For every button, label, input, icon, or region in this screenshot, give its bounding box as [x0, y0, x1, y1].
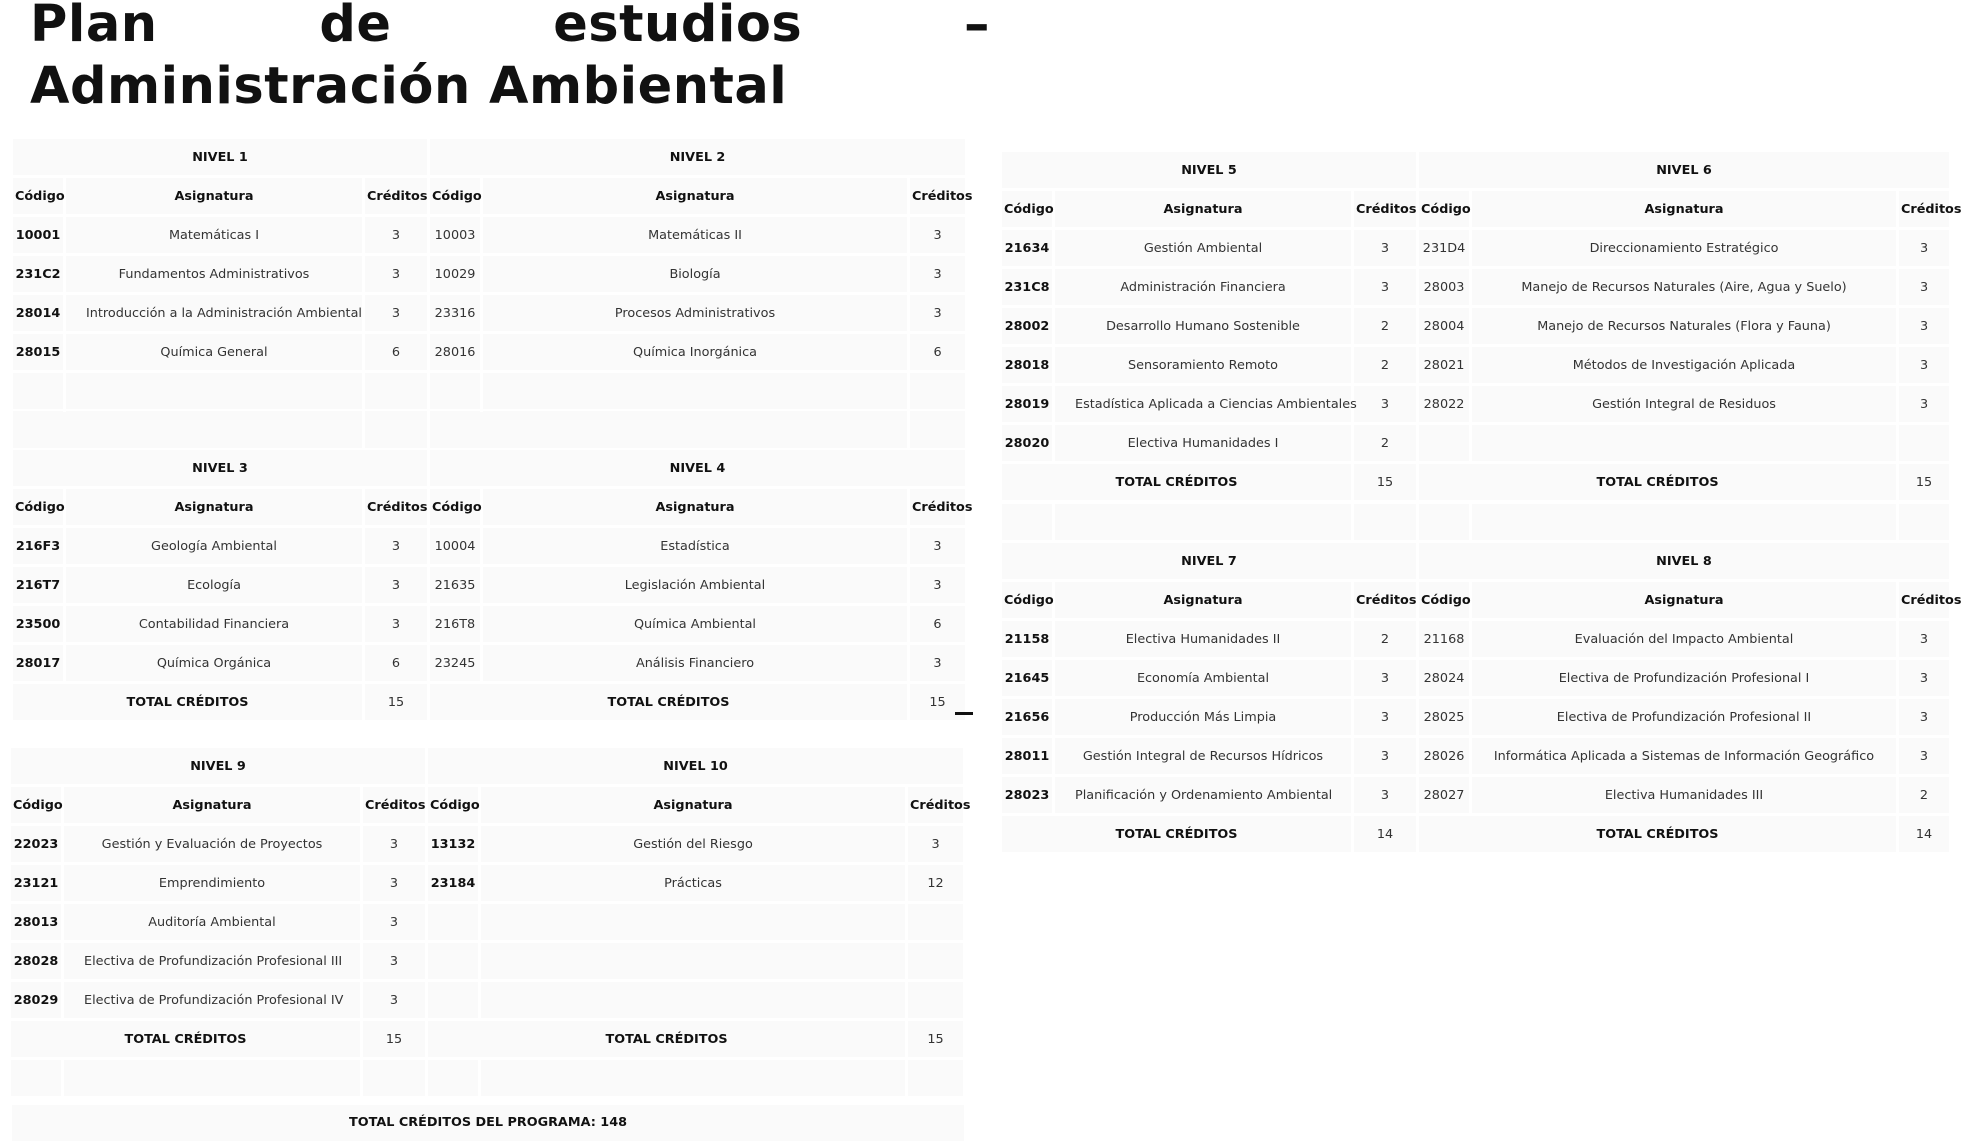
- levels-1-2-table: [10, 136, 973, 451]
- total-label: TOTAL CRÉDITOS: [428, 1021, 905, 1057]
- header-row: [13, 489, 965, 525]
- course-subject: Gestión del Riesgo: [481, 826, 905, 862]
- course-credits: 3: [910, 567, 965, 603]
- course-code: 28018: [1002, 347, 1052, 383]
- course-credits: 3: [1354, 777, 1416, 813]
- total-label: TOTAL CRÉDITOS: [1419, 464, 1896, 500]
- levels-5-6-table: [999, 149, 1961, 503]
- empty-cell: [908, 943, 963, 979]
- empty-cell: [365, 373, 427, 409]
- course-subject: Electiva de Profundización Profesional I: [1472, 660, 1896, 696]
- course-code: 28014: [13, 295, 63, 331]
- empty-cell: [910, 373, 965, 409]
- course-code: 22023: [11, 826, 61, 862]
- course-subject: Química Inorgánica: [483, 334, 907, 370]
- course-code: 28002: [1002, 308, 1052, 344]
- course-subject: Manejo de Recursos Naturales (Aire, Agua y Suelo): [1472, 269, 1896, 305]
- course-row: [1002, 738, 1949, 774]
- course-subject: Evaluación del Impacto Ambiental: [1472, 621, 1896, 657]
- spacer-cell: [13, 411, 63, 447]
- course-row: [13, 606, 965, 642]
- total-label: TOTAL CRÉDITOS: [1002, 816, 1351, 852]
- course-subject: Ecología: [66, 567, 362, 603]
- course-code: 10001: [13, 217, 63, 253]
- course-credits: 6: [365, 334, 427, 370]
- course-row: [11, 826, 963, 862]
- course-credits: 3: [363, 865, 425, 901]
- course-credits: 2: [1899, 777, 1949, 813]
- header-row: [13, 178, 965, 214]
- empty-cell: [908, 982, 963, 1018]
- total-value: 15: [910, 684, 965, 720]
- course-code: 10004: [430, 528, 480, 564]
- course-code: 23500: [13, 606, 63, 642]
- total-value: 15: [1354, 464, 1416, 500]
- course-code: 28004: [1419, 308, 1469, 344]
- header-subject: Asignatura: [66, 489, 362, 525]
- course-credits: 3: [1899, 660, 1949, 696]
- level-label-row: [1002, 152, 1949, 188]
- spacer-cell: [365, 411, 427, 447]
- course-subject: Fundamentos Administrativos: [66, 256, 362, 292]
- course-subject: Estadística: [483, 528, 907, 564]
- course-subject: Electiva Humanidades I: [1055, 425, 1351, 461]
- course-credits: 3: [1354, 230, 1416, 266]
- course-code: 28026: [1419, 738, 1469, 774]
- spacer-cell: [11, 1060, 61, 1096]
- course-subject: Auditoría Ambiental: [64, 904, 360, 940]
- course-code: 28029: [11, 982, 61, 1018]
- course-code: 23245: [430, 645, 480, 681]
- header-credits: Créditos: [910, 489, 965, 525]
- course-row: [13, 567, 965, 603]
- spacer-cell: [481, 1060, 905, 1096]
- header-credits: Créditos: [365, 178, 427, 214]
- course-subject: Electiva Humanidades II: [1055, 621, 1351, 657]
- empty-cell: [428, 982, 478, 1018]
- level-label: NIVEL 2: [430, 139, 965, 175]
- header-code: Código: [430, 178, 480, 214]
- course-credits: 6: [365, 645, 427, 681]
- header-credits: Créditos: [363, 787, 425, 823]
- header-subject: Asignatura: [64, 787, 360, 823]
- course-subject: Direccionamiento Estratégico: [1472, 230, 1896, 266]
- course-code: 231D4: [1419, 230, 1469, 266]
- course-subject: Matemáticas I: [66, 217, 362, 253]
- course-row: [13, 645, 965, 681]
- course-credits: 3: [1354, 738, 1416, 774]
- level-label: NIVEL 9: [11, 748, 425, 784]
- spacer-cell: [1899, 504, 1949, 540]
- course-code: 28015: [13, 334, 63, 370]
- course-row: [1002, 660, 1949, 696]
- course-subject: Electiva Humanidades III: [1472, 777, 1896, 813]
- course-subject: Química General: [66, 334, 362, 370]
- course-row: [1002, 777, 1949, 813]
- course-subject: Electiva de Profundización Profesional IV: [64, 982, 360, 1018]
- course-row: [13, 334, 965, 370]
- course-subject: Gestión Integral de Residuos: [1472, 386, 1896, 422]
- header-row: [11, 787, 963, 823]
- spacer-cell: [1055, 504, 1351, 540]
- course-subject: Contabilidad Financiera: [66, 606, 362, 642]
- course-code: 28028: [11, 943, 61, 979]
- empty-cell: [481, 904, 905, 940]
- course-credits: 3: [365, 217, 427, 253]
- header-credits: Créditos: [1899, 582, 1949, 618]
- course-code: 28023: [1002, 777, 1052, 813]
- course-subject: Prácticas: [481, 865, 905, 901]
- spacer-cell: [910, 411, 965, 447]
- course-credits: 3: [1354, 386, 1416, 422]
- header-credits: Créditos: [1899, 191, 1949, 227]
- course-credits: 2: [1354, 308, 1416, 344]
- course-row: [13, 256, 965, 292]
- course-row: [13, 373, 965, 409]
- level-label-row: [13, 450, 965, 486]
- spacer-cell: [66, 411, 362, 447]
- course-row: [13, 217, 965, 253]
- header-credits: Créditos: [1354, 191, 1416, 227]
- course-credits: 3: [1899, 230, 1949, 266]
- course-code: 21158: [1002, 621, 1052, 657]
- level-label-row: [1002, 543, 1949, 579]
- course-credits: 2: [1354, 621, 1416, 657]
- course-code: 28025: [1419, 699, 1469, 735]
- course-subject: Biología: [483, 256, 907, 292]
- course-subject: Electiva de Profundización Profesional II: [1472, 699, 1896, 735]
- spacer-cell: [428, 1060, 478, 1096]
- course-row: [1002, 621, 1949, 657]
- spacer-cell: [363, 1060, 425, 1096]
- spacer-cell: [1419, 504, 1469, 540]
- header-code: Código: [428, 787, 478, 823]
- header-subject: Asignatura: [1472, 582, 1896, 618]
- empty-cell: [1419, 425, 1469, 461]
- levels-3-4-table: [10, 408, 973, 723]
- course-subject: Química Ambiental: [483, 606, 907, 642]
- course-credits: 3: [910, 295, 965, 331]
- spacer-cell: [483, 411, 907, 447]
- course-code: 21635: [430, 567, 480, 603]
- total-label: TOTAL CRÉDITOS: [1002, 464, 1351, 500]
- course-row: [11, 904, 963, 940]
- course-credits: 3: [1899, 386, 1949, 422]
- empty-cell: [481, 982, 905, 1018]
- course-code: 21645: [1002, 660, 1052, 696]
- course-code: 28019: [1002, 386, 1052, 422]
- course-code: 28016: [430, 334, 480, 370]
- course-code: 28017: [13, 645, 63, 681]
- header-subject: Asignatura: [66, 178, 362, 214]
- course-subject: Emprendimiento: [64, 865, 360, 901]
- course-code: 28003: [1419, 269, 1469, 305]
- header-subject: Asignatura: [1472, 191, 1896, 227]
- course-row: [1002, 269, 1949, 305]
- total-value: 15: [363, 1021, 425, 1057]
- course-subject: Desarrollo Humano Sostenible: [1055, 308, 1351, 344]
- course-credits: 3: [1354, 699, 1416, 735]
- course-credits: 3: [1899, 347, 1949, 383]
- course-credits: 3: [1899, 738, 1949, 774]
- course-code: 21634: [1002, 230, 1052, 266]
- course-subject: Gestión Integral de Recursos Hídricos: [1055, 738, 1351, 774]
- header-subject: Asignatura: [483, 178, 907, 214]
- course-credits: 3: [365, 528, 427, 564]
- course-credits: 3: [365, 295, 427, 331]
- course-credits: 3: [910, 217, 965, 253]
- total-row: [1002, 464, 1949, 500]
- header-code: Código: [13, 489, 63, 525]
- total-value: 14: [1354, 816, 1416, 852]
- level-label: NIVEL 4: [430, 450, 965, 486]
- spacer-cell: [430, 411, 480, 447]
- course-subject: Manejo de Recursos Naturales (Flora y Fauna): [1472, 308, 1896, 344]
- course-credits: 3: [363, 982, 425, 1018]
- course-credits: 3: [1354, 660, 1416, 696]
- course-code: 216F3: [13, 528, 63, 564]
- course-code: 28021: [1419, 347, 1469, 383]
- course-subject: Gestión y Evaluación de Proyectos: [64, 826, 360, 862]
- course-code: 23121: [11, 865, 61, 901]
- course-code: 23316: [430, 295, 480, 331]
- total-row: [13, 684, 965, 720]
- course-code: 28013: [11, 904, 61, 940]
- course-row: [11, 982, 963, 1018]
- header-subject: Asignatura: [483, 489, 907, 525]
- course-code: 13132: [428, 826, 478, 862]
- course-row: [1002, 308, 1949, 344]
- course-code: 10003: [430, 217, 480, 253]
- level-label: NIVEL 6: [1419, 152, 1949, 188]
- course-code: 28011: [1002, 738, 1052, 774]
- header-credits: Créditos: [365, 489, 427, 525]
- level-label: NIVEL 7: [1002, 543, 1416, 579]
- course-credits: 3: [363, 943, 425, 979]
- course-credits: 3: [1899, 269, 1949, 305]
- header-credits: Créditos: [908, 787, 963, 823]
- header-subject: Asignatura: [481, 787, 905, 823]
- program-total: TOTAL CRÉDITOS DEL PROGRAMA: 148: [12, 1105, 964, 1141]
- empty-cell: [1899, 425, 1949, 461]
- course-subject: Electiva de Profundización Profesional III: [64, 943, 360, 979]
- header-subject: Asignatura: [1055, 582, 1351, 618]
- course-subject: Estadística Aplicada a Ciencias Ambientales: [1055, 386, 1351, 422]
- course-credits: 3: [365, 567, 427, 603]
- header-row: [1002, 582, 1949, 618]
- total-label: TOTAL CRÉDITOS: [1419, 816, 1896, 852]
- course-subject: Métodos de Investigación Aplicada: [1472, 347, 1896, 383]
- empty-cell: [908, 904, 963, 940]
- course-credits: 3: [365, 256, 427, 292]
- empty-cell: [428, 904, 478, 940]
- course-credits: 3: [908, 826, 963, 862]
- total-value: 15: [908, 1021, 963, 1057]
- course-code: 28024: [1419, 660, 1469, 696]
- spacer-cell: [1472, 504, 1896, 540]
- total-row: [11, 1021, 963, 1057]
- course-credits: 3: [365, 606, 427, 642]
- header-code: Código: [1419, 191, 1469, 227]
- course-row: [1002, 425, 1949, 461]
- course-subject: Química Orgánica: [66, 645, 362, 681]
- total-label: TOTAL CRÉDITOS: [11, 1021, 360, 1057]
- course-subject: Análisis Financiero: [483, 645, 907, 681]
- course-subject: Geología Ambiental: [66, 528, 362, 564]
- level-label: NIVEL 10: [428, 748, 963, 784]
- spacer-row: [1002, 504, 1949, 540]
- total-value: 15: [1899, 464, 1949, 500]
- level-label-row: [11, 748, 963, 784]
- course-subject: Planificación y Ordenamiento Ambiental: [1055, 777, 1351, 813]
- header-code: Código: [1419, 582, 1469, 618]
- course-code: 28027: [1419, 777, 1469, 813]
- course-code: 28020: [1002, 425, 1052, 461]
- level-label: NIVEL 8: [1419, 543, 1949, 579]
- course-code: 21656: [1002, 699, 1052, 735]
- course-credits: 6: [910, 334, 965, 370]
- header-row: [1002, 191, 1949, 227]
- header-credits: Créditos: [1354, 582, 1416, 618]
- course-subject: Procesos Administrativos: [483, 295, 907, 331]
- total-label: TOTAL CRÉDITOS: [430, 684, 907, 720]
- course-row: [11, 943, 963, 979]
- empty-cell: [1472, 425, 1896, 461]
- spacer-cell: [64, 1060, 360, 1096]
- header-subject: Asignatura: [1055, 191, 1351, 227]
- levels-9-10-table: [8, 745, 971, 1099]
- course-subject: Economía Ambiental: [1055, 660, 1351, 696]
- level-label: NIVEL 5: [1002, 152, 1416, 188]
- course-credits: 3: [910, 645, 965, 681]
- course-row: [1002, 347, 1949, 383]
- course-subject: Legislación Ambiental: [483, 567, 907, 603]
- course-credits: 3: [1899, 621, 1949, 657]
- level-label-row: [13, 139, 965, 175]
- course-row: [1002, 386, 1949, 422]
- course-credits: 3: [363, 904, 425, 940]
- level-label: NIVEL 3: [13, 450, 427, 486]
- header-credits: Créditos: [910, 178, 965, 214]
- course-credits: 3: [1899, 308, 1949, 344]
- empty-cell: [430, 373, 480, 409]
- course-code: 21168: [1419, 621, 1469, 657]
- dash-mark: [955, 712, 973, 715]
- header-code: Código: [1002, 191, 1052, 227]
- empty-cell: [481, 943, 905, 979]
- header-code: Código: [1002, 582, 1052, 618]
- course-subject: Gestión Ambiental: [1055, 230, 1351, 266]
- course-code: 10029: [430, 256, 480, 292]
- empty-cell: [66, 373, 362, 409]
- empty-cell: [13, 373, 63, 409]
- total-row: [1002, 816, 1949, 852]
- course-subject: Administración Financiera: [1055, 269, 1351, 305]
- course-credits: 2: [1354, 347, 1416, 383]
- course-credits: 2: [1354, 425, 1416, 461]
- header-code: Código: [11, 787, 61, 823]
- course-code: 23184: [428, 865, 478, 901]
- header-code: Código: [13, 178, 63, 214]
- levels-7-8-table: [999, 501, 1961, 855]
- spacer-cell: [908, 1060, 963, 1096]
- course-code: 216T8: [430, 606, 480, 642]
- course-row: [13, 295, 965, 331]
- total-value: 15: [365, 684, 427, 720]
- total-label: TOTAL CRÉDITOS: [13, 684, 362, 720]
- spacer-row: [13, 411, 965, 447]
- empty-cell: [483, 373, 907, 409]
- course-subject: Matemáticas II: [483, 217, 907, 253]
- course-subject: Sensoramiento Remoto: [1055, 347, 1351, 383]
- page-title: Plan de estudios – Administración Ambiental: [30, 0, 990, 116]
- course-row: [1002, 230, 1949, 266]
- course-credits: 12: [908, 865, 963, 901]
- course-code: 28022: [1419, 386, 1469, 422]
- spacer-cell: [1354, 504, 1416, 540]
- course-code: 231C2: [13, 256, 63, 292]
- course-row: [13, 528, 965, 564]
- empty-cell: [428, 943, 478, 979]
- course-code: 231C8: [1002, 269, 1052, 305]
- course-row: [11, 865, 963, 901]
- course-subject: Producción Más Limpia: [1055, 699, 1351, 735]
- spacer-row: [11, 1060, 963, 1096]
- course-credits: 3: [363, 826, 425, 862]
- course-credits: 6: [910, 606, 965, 642]
- course-subject: Introducción a la Administración Ambiental: [66, 295, 362, 331]
- course-credits: 3: [910, 528, 965, 564]
- total-value: 14: [1899, 816, 1949, 852]
- level-label: NIVEL 1: [13, 139, 427, 175]
- header-code: Código: [430, 489, 480, 525]
- course-credits: 3: [910, 256, 965, 292]
- course-subject: Informática Aplicada a Sistemas de Información Geográfico: [1472, 738, 1896, 774]
- course-credits: 3: [1354, 269, 1416, 305]
- course-row: [1002, 699, 1949, 735]
- course-credits: 3: [1899, 699, 1949, 735]
- spacer-cell: [1002, 504, 1052, 540]
- course-code: 216T7: [13, 567, 63, 603]
